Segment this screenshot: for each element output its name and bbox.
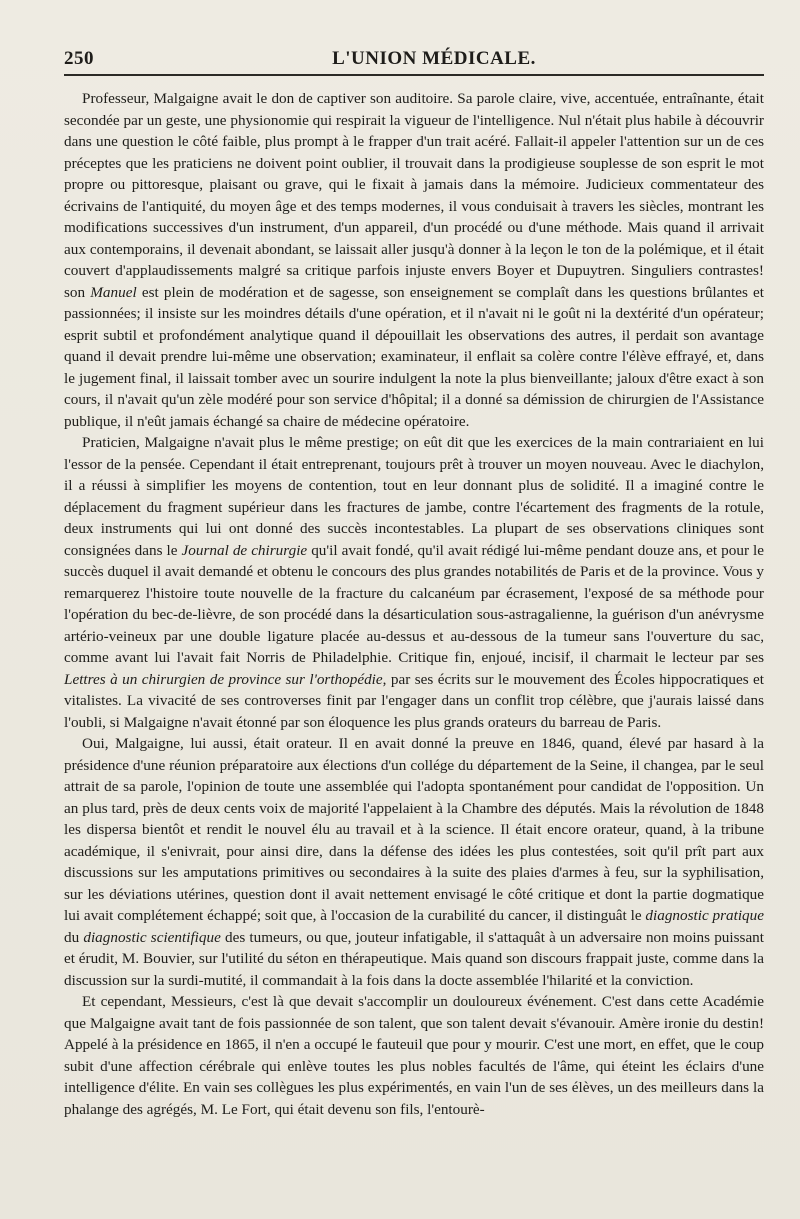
running-head: [64, 44, 764, 74]
text-run: des tumeurs, ou que, jouteur infatigable, il s'attaquât à un adversaire non moins puissant et érudit, M. Bouvier, sur l'utilité du séton en thérapeutique. Mais quand son discours frappait juste, comme dans la discussion sur la surdi-mutité, il commandait à la fois dans la docte assemblée l'hilarité et la conviction.: [64, 928, 764, 989]
text-run: du: [64, 928, 84, 946]
italic-term: diagnostic pratique: [645, 907, 764, 924]
text-run: est plein de modération et de sagesse, son enseignement se complaît dans les questions brûlantes et passionnées; il insiste sur les moindres détails d'une opération, et il n'avait ni le goût ni la dextérité d'un opérateur; esprit subtil et profondément analytique quand il dépouillait les observations des autres, il perdait son avantage quand il devait prendre lui-même une observation; examinateur, il enflait sa colère contre l'élève effrayé, et, dans le jugement final, il laissait tomber avec un sourire indulgent la note la plus bienveillante; jaloux d'être exact à son cours, il n'avait qu'un zèle modéré pour son service d'hôpital; il a donné sa démission de chirurgien de l'Assistance publique, il n'eût jamais échangé sa chaire de médecine opératoire.: [64, 283, 764, 430]
article-body: [64, 88, 764, 1120]
journal-title: L'UNION MÉDICALE.: [332, 48, 536, 69]
text-run: Oui, Malgaigne, lui aussi, était orateur. Il en avait donné la preuve en 1846, quand, élevé par hasard à la présidence d'une réunion préparatoire aux élections d'un collége du département de la Seine, il changea, par le seul attrait de sa parole, l'opinion de toute une assemblée qui l'adopta spontanément pour candidat de l'opposition. Un an plus tard, près de deux cents voix de majorité l'appelaient à la Chambre des députés. Mais la révolution de 1848 les dispersa bientôt et rendit le nouvel élu au travail et à la science. Il était encore orateur, quand, à la tribune académique, il s'enivrait, pour ainsi dire, dans la défense des idées les plus contestées, soit qu'il prît part aux discussions sur les amputations primitives ou secondaires à la suite des plaies d'armes à feu, sur la syphilisation, sur les déviations utérines, question dont il avait nettement envisagé le côté critique et dont la partie dogmatique lui avait complétement échappé; soit que, à l'occasion de la curabilité du cancer, il distinguât le: [64, 735, 764, 924]
text-run: qu'il avait fondé, qu'il avait rédigé lui-même pendant douze ans, et pour le succès duquel il avait demandé et obtenu le concours des plus grandes notabilités de Paris et de la province. Vous y remarquerez l'histoire toute nouvelle de la fracture du calcanéum par écrasement, l'exposé de sa méthode pour l'opération du bec-de-lièvre, de son procédé dans la désarticulation sous-astragalienne, la guérison d'un anévrysme artério-veineux par une double ligature placée au-dessus et au-dessous de la tumeur sans l'ouverture du sac, comme avant lui l'avait fait Norris de Philadelphie. Critique fin, enjoué, incisif, il charmait le lecteur par ses: [64, 541, 765, 666]
text-run: Praticien, Malgaigne n'avait plus le même prestige; on eût dit que les exercices de la main contrariaient en lui l'essor de la pensée. Cependant il était entreprenant, toujours prêt à trouver un moyen nouveau. Avec le diachylon, il a réussi à simplifier les moyens de contention, tout en leur donnant plus de solidité. Il a imaginé contre le déplacement du fragment supérieur dans les fractures de jambe, contre l'écartement des fragments de la rotule, deux instruments qui lui ont donné des succès incontestables. La plupart de ses observations cliniques sont consignées dans le: [64, 434, 764, 559]
text-run: , par ses écrits sur le mouvement des Écoles hippocratiques et vitalistes. La vivacité de ses controverses finit par l'engager dans un conflit trop célèbre, que j'aurais laissé dans l'oubli, si Malgaigne n'avait étonné par son éloquence les plus grands orateurs du barreau de Paris.: [64, 670, 765, 731]
italic-title: Journal de chirurgie: [181, 541, 308, 559]
paragraph: [64, 88, 764, 432]
text-run: Professeur, Malgaigne avait le don de captiver son auditoire. Sa parole claire, vive, accentuée, entraînante, était secondée par un geste, une physionomie qui respirait la vigueur de l'intelligence. Nul n'était plus habile à découvrir dans une question le côté faible, plus prompt à le frapper d'un trait acéré. Fallait-il appeler l'attention sur un de ces préceptes que les praticiens ne doivent point oublier, il trouvait dans la prodigieuse souplesse de son esprit le mot propre ou pittoresque, plaisant ou grave, qui le fixait à jamais dans la mémoire. Judicieux commentateur des écrivains de l'antiquité, du moyen âge et des temps modernes, il vous conduisait à travers les siècles, montrant les modifications successives d'un instrument, d'un appareil, d'un procédé ou d'une méthode. Mais quand il arrivait aux contemporains, il devenait abondant, se laissait aller jusqu'à donner à la leçon le ton de la polémique, et il était couvert d'applaudissements malgré sa critique parfois injuste envers Boyer et Dupuytren. Singuliers contrastes! son: [64, 90, 764, 301]
page-number: 250: [64, 48, 94, 69]
text-run: Et cependant, Messieurs, c'est là que devait s'accomplir un douloureux événement. C'est dans cette Académie que Malgaigne avait tant de fois passionnée de son talent, que son talent devait s'évanouir. Amère ironie du destin! Appelé à la présidence en 1865, il n'en a occupé le fauteuil que pour y mourir. C'est une mort, en effet, que le coup subit d'une affection cérébrale qui enlève toutes les plus nobles facultés de l'âme, qui éteint les éclairs d'une intelligence d'élite. En vain ses collègues les plus expérimentés, en vain l'un de ses élèves, un des meilleurs dans la phalange des agrégés, M. Le Fort, qui était devenu son fils, l'entourè-: [64, 993, 764, 1118]
paragraph: [64, 991, 764, 1120]
italic-term: diagnostic scientifique: [83, 928, 221, 946]
italic-title: Manuel: [90, 283, 137, 301]
italic-title: Lettres à un chirurgien de province sur l'orthopédie: [64, 670, 383, 688]
paragraph: [64, 432, 764, 733]
header-rule: [64, 74, 764, 76]
paragraph: [64, 733, 764, 991]
